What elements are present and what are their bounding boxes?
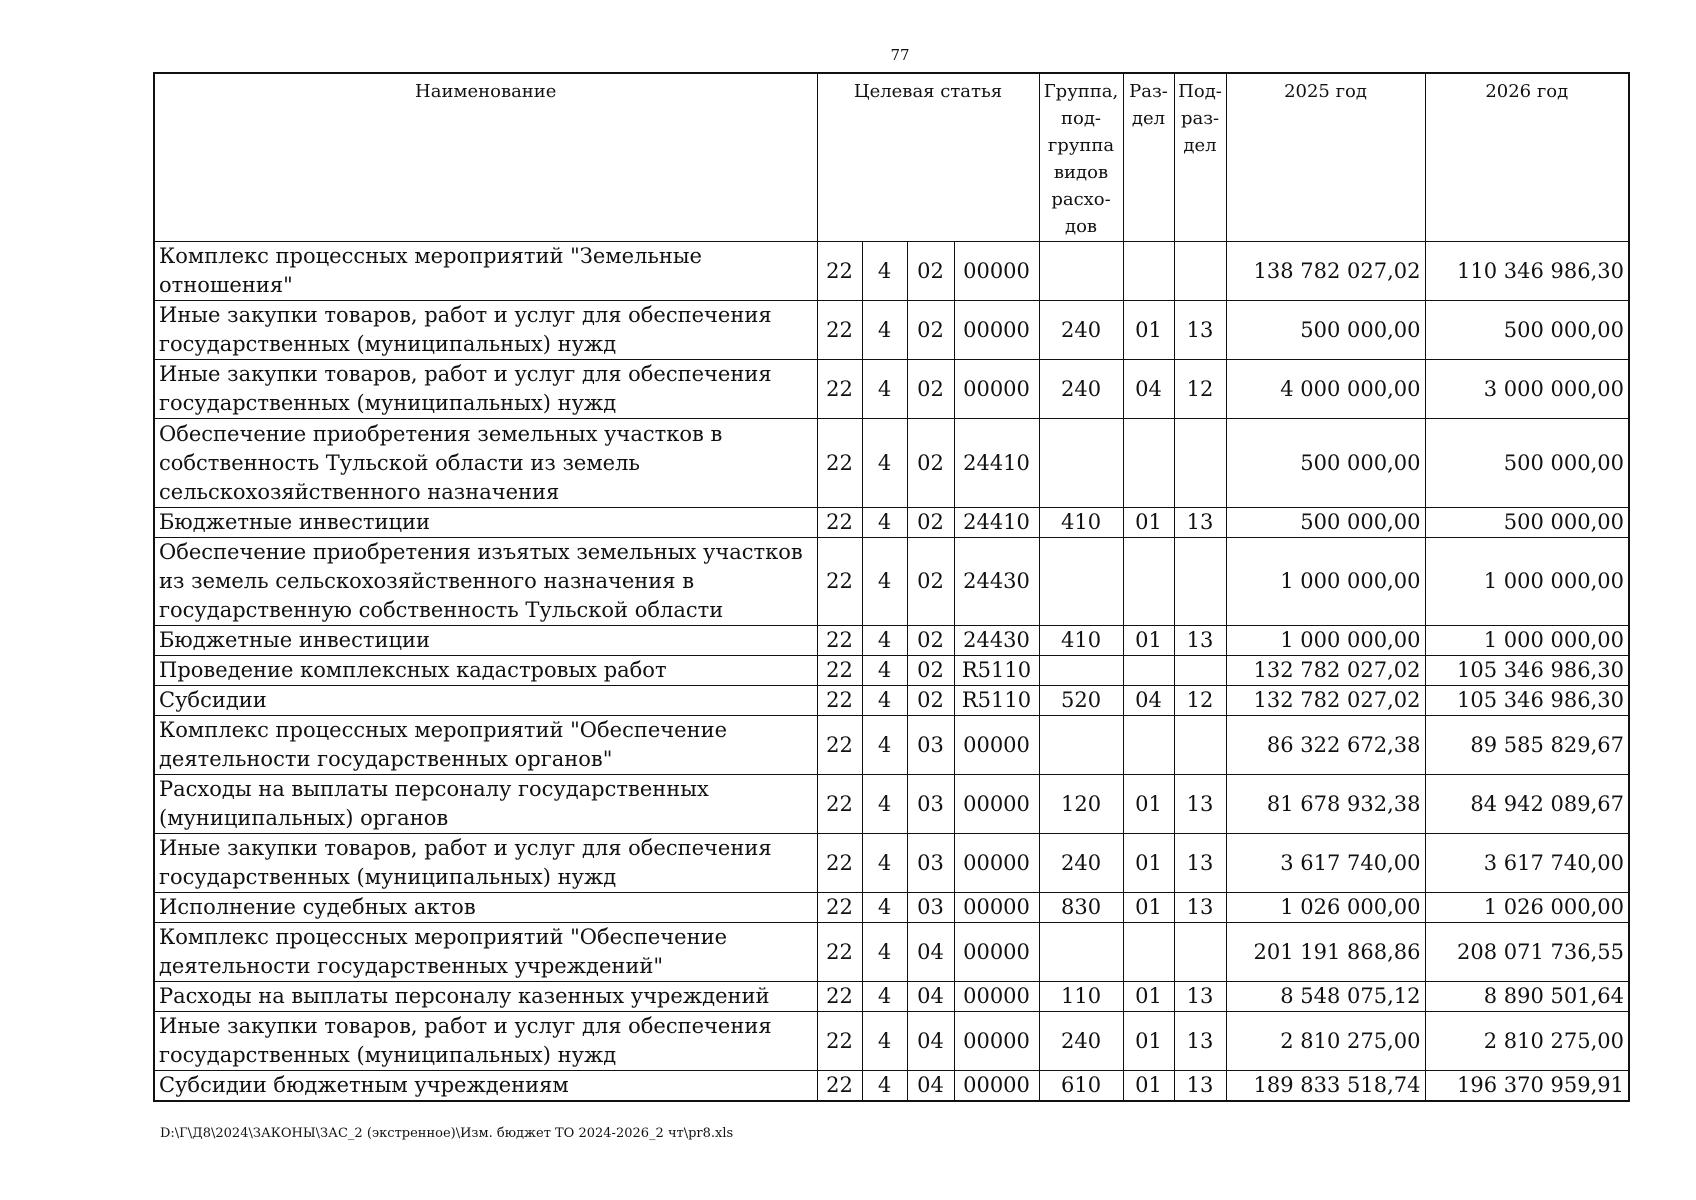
table-row [154, 716, 1629, 775]
amount-2026-cell: 208 071 736,55 [1425, 923, 1629, 982]
table-row [154, 834, 1629, 893]
target-code-2-cell: 4 [862, 360, 907, 419]
target-code-2-cell: 4 [862, 419, 907, 508]
table-row [154, 656, 1629, 686]
target-code-3-cell: 04 [907, 1012, 954, 1071]
target-code-1-cell: 22 [817, 716, 862, 775]
expense-group-cell: 520 [1039, 686, 1123, 716]
target-code-1-cell: 22 [817, 893, 862, 923]
expense-group-cell: 240 [1039, 1012, 1123, 1071]
amount-2026-cell: 2 810 275,00 [1425, 1012, 1629, 1071]
target-code-4-cell: 00000 [954, 923, 1039, 982]
row-name-cell: Иные закупки товаров, работ и услуг для обеспечения государственных (муниципальных) нужд [154, 834, 817, 893]
table-row [154, 508, 1629, 538]
section-cell [1123, 923, 1174, 982]
row-name-cell: Расходы на выплаты персоналу государственных (муниципальных) органов [154, 775, 817, 834]
expense-group-cell: 120 [1039, 775, 1123, 834]
table-row [154, 923, 1629, 982]
amount-2025-cell: 8 548 075,12 [1226, 982, 1425, 1012]
amount-2026-cell: 110 346 986,30 [1425, 242, 1629, 301]
row-name-cell: Субсидии [154, 686, 817, 716]
section-cell: 01 [1123, 508, 1174, 538]
target-code-4-cell: 00000 [954, 893, 1039, 923]
target-code-3-cell: 02 [907, 656, 954, 686]
section-cell [1123, 716, 1174, 775]
section-cell: 01 [1123, 775, 1174, 834]
row-name-cell: Иные закупки товаров, работ и услуг для обеспечения государственных (муниципальных) нужд [154, 1012, 817, 1071]
target-code-3-cell: 02 [907, 301, 954, 360]
subsection-cell: 12 [1174, 686, 1226, 716]
table-row [154, 1012, 1629, 1071]
amount-2026-cell: 105 346 986,30 [1425, 686, 1629, 716]
table-row [154, 301, 1629, 360]
target-code-2-cell: 4 [862, 538, 907, 626]
target-code-4-cell: 24430 [954, 626, 1039, 656]
table-row [154, 538, 1629, 626]
section-cell [1123, 538, 1174, 626]
amount-2026-cell: 84 942 089,67 [1425, 775, 1629, 834]
header-2025: 2025 год [1226, 73, 1425, 242]
expense-group-cell: 240 [1039, 834, 1123, 893]
row-name-cell: Обеспечение приобретения земельных участков в собственность Тульской области из земель сельскохозяйственного назначения [154, 419, 817, 508]
subsection-cell [1174, 419, 1226, 508]
target-code-2-cell: 4 [862, 893, 907, 923]
row-name-cell: Иные закупки товаров, работ и услуг для обеспечения государственных (муниципальных) нужд [154, 360, 817, 419]
target-code-1-cell: 22 [817, 419, 862, 508]
table-row [154, 982, 1629, 1012]
target-code-1-cell: 22 [817, 923, 862, 982]
subsection-cell [1174, 242, 1226, 301]
target-code-3-cell: 03 [907, 893, 954, 923]
section-cell: 01 [1123, 834, 1174, 893]
subsection-cell: 13 [1174, 775, 1226, 834]
amount-2026-cell: 1 000 000,00 [1425, 626, 1629, 656]
target-code-2-cell: 4 [862, 656, 907, 686]
table-row [154, 893, 1629, 923]
header-section: Раз- дел [1123, 73, 1174, 242]
target-code-4-cell: 24410 [954, 419, 1039, 508]
section-cell: 01 [1123, 1071, 1174, 1102]
target-code-2-cell: 4 [862, 923, 907, 982]
target-code-1-cell: 22 [817, 834, 862, 893]
table-row [154, 419, 1629, 508]
amount-2026-cell: 500 000,00 [1425, 301, 1629, 360]
expense-group-cell: 830 [1039, 893, 1123, 923]
target-code-3-cell: 03 [907, 716, 954, 775]
amount-2026-cell: 3 617 740,00 [1425, 834, 1629, 893]
subsection-cell: 13 [1174, 893, 1226, 923]
target-code-1-cell: 22 [817, 775, 862, 834]
amount-2026-cell: 1 000 000,00 [1425, 538, 1629, 626]
expense-group-cell [1039, 419, 1123, 508]
header-name: Наименование [154, 73, 817, 242]
expense-group-cell: 410 [1039, 626, 1123, 656]
target-code-1-cell: 22 [817, 538, 862, 626]
amount-2025-cell: 86 322 672,38 [1226, 716, 1425, 775]
target-code-4-cell: 00000 [954, 242, 1039, 301]
target-code-4-cell: 00000 [954, 834, 1039, 893]
table-row [154, 360, 1629, 419]
row-name-cell: Проведение комплексных кадастровых работ [154, 656, 817, 686]
row-name-cell: Обеспечение приобретения изъятых земельных участков из земель сельскохозяйственного назначения в государственную собственность Тульской области [154, 538, 817, 626]
target-code-4-cell: 24430 [954, 538, 1039, 626]
subsection-cell: 13 [1174, 508, 1226, 538]
header-group: Группа, под- группа видов расхо- дов [1039, 73, 1123, 242]
section-cell: 01 [1123, 626, 1174, 656]
amount-2025-cell: 500 000,00 [1226, 301, 1425, 360]
amount-2025-cell: 201 191 868,86 [1226, 923, 1425, 982]
target-code-4-cell: 00000 [954, 1071, 1039, 1102]
subsection-cell [1174, 538, 1226, 626]
target-code-2-cell: 4 [862, 1071, 907, 1102]
subsection-cell: 13 [1174, 1012, 1226, 1071]
target-code-4-cell: R5110 [954, 656, 1039, 686]
subsection-cell: 13 [1174, 301, 1226, 360]
expense-group-cell [1039, 923, 1123, 982]
target-code-4-cell: 00000 [954, 301, 1039, 360]
amount-2026-cell: 500 000,00 [1425, 419, 1629, 508]
target-code-4-cell: 00000 [954, 716, 1039, 775]
amount-2025-cell: 500 000,00 [1226, 419, 1425, 508]
subsection-cell [1174, 923, 1226, 982]
target-code-1-cell: 22 [817, 656, 862, 686]
target-code-2-cell: 4 [862, 716, 907, 775]
target-code-4-cell: 00000 [954, 1012, 1039, 1071]
budget-table [153, 72, 1630, 1102]
section-cell [1123, 242, 1174, 301]
expense-group-cell: 240 [1039, 360, 1123, 419]
target-code-1-cell: 22 [817, 508, 862, 538]
section-cell: 01 [1123, 1012, 1174, 1071]
amount-2025-cell: 1 000 000,00 [1226, 626, 1425, 656]
target-code-3-cell: 03 [907, 775, 954, 834]
amount-2026-cell: 89 585 829,67 [1425, 716, 1629, 775]
amount-2026-cell: 500 000,00 [1425, 508, 1629, 538]
table-row [154, 1071, 1629, 1102]
amount-2026-cell: 3 000 000,00 [1425, 360, 1629, 419]
target-code-2-cell: 4 [862, 301, 907, 360]
amount-2025-cell: 132 782 027,02 [1226, 686, 1425, 716]
target-code-4-cell: 00000 [954, 982, 1039, 1012]
amount-2026-cell: 8 890 501,64 [1425, 982, 1629, 1012]
expense-group-cell: 240 [1039, 301, 1123, 360]
target-code-3-cell: 02 [907, 360, 954, 419]
target-code-2-cell: 4 [862, 242, 907, 301]
target-code-2-cell: 4 [862, 775, 907, 834]
target-code-3-cell: 02 [907, 508, 954, 538]
expense-group-cell [1039, 656, 1123, 686]
target-code-3-cell: 02 [907, 242, 954, 301]
target-code-1-cell: 22 [817, 982, 862, 1012]
expense-group-cell: 110 [1039, 982, 1123, 1012]
target-code-2-cell: 4 [862, 834, 907, 893]
target-code-3-cell: 02 [907, 686, 954, 716]
row-name-cell: Иные закупки товаров, работ и услуг для обеспечения государственных (муниципальных) нужд [154, 301, 817, 360]
amount-2026-cell: 196 370 959,91 [1425, 1071, 1629, 1102]
target-code-1-cell: 22 [817, 242, 862, 301]
target-code-3-cell: 02 [907, 419, 954, 508]
amount-2025-cell: 1 000 000,00 [1226, 538, 1425, 626]
section-cell: 01 [1123, 301, 1174, 360]
target-code-2-cell: 4 [862, 508, 907, 538]
expense-group-cell: 410 [1039, 508, 1123, 538]
expense-group-cell [1039, 242, 1123, 301]
subsection-cell: 13 [1174, 982, 1226, 1012]
target-code-1-cell: 22 [817, 626, 862, 656]
target-code-1-cell: 22 [817, 1012, 862, 1071]
page-number: 77 [890, 46, 910, 64]
section-cell: 01 [1123, 982, 1174, 1012]
target-code-4-cell: 00000 [954, 775, 1039, 834]
amount-2025-cell: 132 782 027,02 [1226, 656, 1425, 686]
subsection-cell: 12 [1174, 360, 1226, 419]
subsection-cell: 13 [1174, 1071, 1226, 1102]
row-name-cell: Исполнение судебных актов [154, 893, 817, 923]
target-code-3-cell: 04 [907, 1071, 954, 1102]
subsection-cell: 13 [1174, 834, 1226, 893]
target-code-4-cell: R5110 [954, 686, 1039, 716]
amount-2025-cell: 500 000,00 [1226, 508, 1425, 538]
section-cell [1123, 656, 1174, 686]
amount-2025-cell: 1 026 000,00 [1226, 893, 1425, 923]
amount-2026-cell: 105 346 986,30 [1425, 656, 1629, 686]
expense-group-cell: 610 [1039, 1071, 1123, 1102]
amount-2025-cell: 4 000 000,00 [1226, 360, 1425, 419]
amount-2025-cell: 189 833 518,74 [1226, 1071, 1425, 1102]
target-code-3-cell: 03 [907, 834, 954, 893]
row-name-cell: Субсидии бюджетным учреждениям [154, 1071, 817, 1102]
amount-2025-cell: 3 617 740,00 [1226, 834, 1425, 893]
expense-group-cell [1039, 716, 1123, 775]
header-subsection: Под- раз- дел [1174, 73, 1226, 242]
table-header-row [154, 73, 1629, 242]
target-code-2-cell: 4 [862, 626, 907, 656]
header-target: Целевая статья [817, 73, 1039, 242]
target-code-1-cell: 22 [817, 360, 862, 419]
target-code-1-cell: 22 [817, 301, 862, 360]
row-name-cell: Расходы на выплаты персоналу казенных учреждений [154, 982, 817, 1012]
header-2026: 2026 год [1425, 73, 1629, 242]
target-code-4-cell: 24410 [954, 508, 1039, 538]
subsection-cell: 13 [1174, 626, 1226, 656]
target-code-3-cell: 04 [907, 982, 954, 1012]
section-cell [1123, 419, 1174, 508]
amount-2026-cell: 1 026 000,00 [1425, 893, 1629, 923]
table-row [154, 242, 1629, 301]
subsection-cell [1174, 656, 1226, 686]
row-name-cell: Комплекс процессных мероприятий "Обеспечение деятельности государственных органов" [154, 716, 817, 775]
amount-2025-cell: 138 782 027,02 [1226, 242, 1425, 301]
target-code-1-cell: 22 [817, 686, 862, 716]
row-name-cell: Бюджетные инвестиции [154, 508, 817, 538]
target-code-1-cell: 22 [817, 1071, 862, 1102]
target-code-3-cell: 04 [907, 923, 954, 982]
row-name-cell: Комплекс процессных мероприятий "Обеспечение деятельности государственных учреждений" [154, 923, 817, 982]
amount-2025-cell: 81 678 932,38 [1226, 775, 1425, 834]
target-code-3-cell: 02 [907, 538, 954, 626]
target-code-2-cell: 4 [862, 686, 907, 716]
table-row [154, 626, 1629, 656]
row-name-cell: Комплекс процессных мероприятий "Земельные отношения" [154, 242, 817, 301]
expense-group-cell [1039, 538, 1123, 626]
section-cell: 01 [1123, 893, 1174, 923]
target-code-3-cell: 02 [907, 626, 954, 656]
table-row [154, 775, 1629, 834]
target-code-2-cell: 4 [862, 1012, 907, 1071]
target-code-2-cell: 4 [862, 982, 907, 1012]
target-code-4-cell: 00000 [954, 360, 1039, 419]
section-cell: 04 [1123, 360, 1174, 419]
file-path-footer: D:\Г\Д8\2024\ЗАКОНЫ\ЗАС_2 (экстренное)\Изм. бюджет ТО 2024-2026_2 чт\pr8.xls [160, 1126, 734, 1141]
section-cell: 04 [1123, 686, 1174, 716]
row-name-cell: Бюджетные инвестиции [154, 626, 817, 656]
amount-2025-cell: 2 810 275,00 [1226, 1012, 1425, 1071]
subsection-cell [1174, 716, 1226, 775]
table-row [154, 686, 1629, 716]
